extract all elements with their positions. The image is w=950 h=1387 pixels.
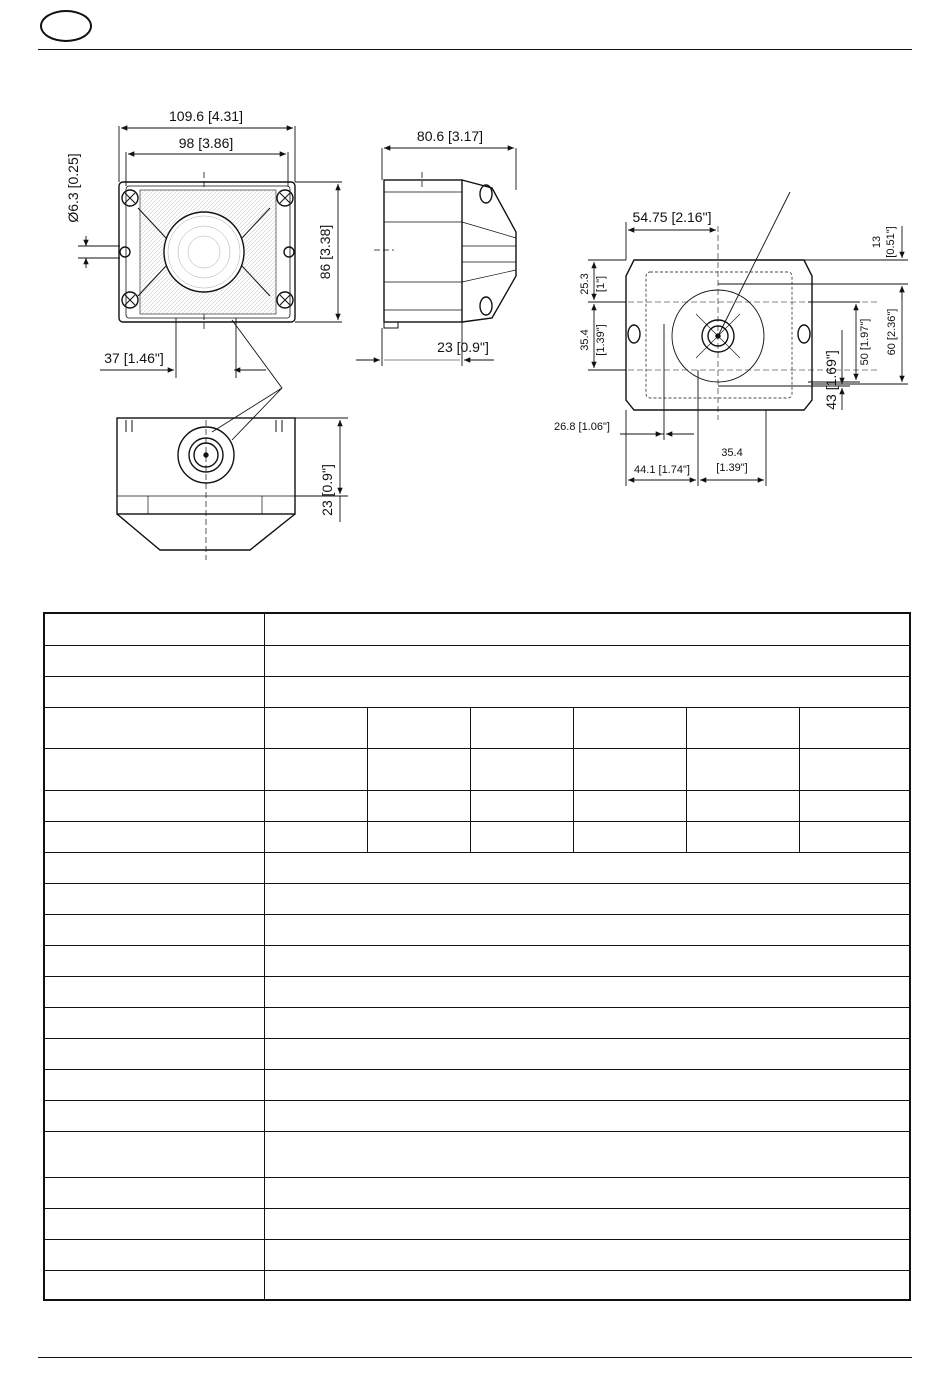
table-cell (264, 883, 910, 914)
table-cell (264, 790, 367, 821)
dim-side-depth: 23 [0.9"] (437, 339, 489, 355)
table-cell (686, 790, 799, 821)
table-row (44, 676, 910, 707)
bottom-view (117, 418, 295, 560)
table-cell (264, 1007, 910, 1038)
table-cell (573, 821, 686, 852)
table-cell (264, 1038, 910, 1069)
table-cell (44, 1270, 264, 1300)
table-cell (44, 1069, 264, 1100)
table-row (44, 1239, 910, 1270)
table-row (44, 1007, 910, 1038)
table-cell (44, 1208, 264, 1239)
technical-drawing (0, 0, 950, 600)
table-cell (44, 676, 264, 707)
spec-table (43, 612, 911, 1301)
table-row (44, 1177, 910, 1208)
table-cell (799, 790, 910, 821)
dim-rear-bottom-35: 35.4 (721, 447, 743, 459)
table-row (44, 790, 910, 821)
dim-front-total-width: 109.6 [4.31] (169, 108, 243, 124)
table-cell (573, 748, 686, 790)
table-cell (573, 707, 686, 748)
table-cell (44, 707, 264, 748)
table-cell (44, 1239, 264, 1270)
table-cell (470, 790, 573, 821)
table-cell (44, 1177, 264, 1208)
dim-rear-mid-offset: 35.4 (579, 329, 591, 351)
table-row (44, 748, 910, 790)
dim-rear-mid-offset-in: [1.39"] (595, 324, 607, 356)
table-cell (264, 1239, 910, 1270)
table-cell (264, 645, 910, 676)
dim-rear-bottom-35-in: [1.39"] (716, 462, 748, 474)
table-cell (470, 707, 573, 748)
dim-hole-diameter: Ø6.3 [0.25] (65, 153, 81, 223)
table-cell (686, 821, 799, 852)
table-cell (264, 1100, 910, 1131)
table-cell (367, 790, 470, 821)
dim-rear-upper-offset-in: [1"] (595, 275, 607, 293)
table-row (44, 883, 910, 914)
table-row (44, 976, 910, 1007)
table-row (44, 1131, 910, 1177)
table-cell (264, 613, 910, 645)
table-cell (264, 1177, 910, 1208)
dim-rear-height-60: 60 [2.36"] (886, 308, 898, 356)
table-row (44, 914, 910, 945)
table-cell (573, 790, 686, 821)
table-cell (264, 852, 910, 883)
dim-bottom-depth: 23 [0.9"] (319, 464, 335, 516)
table-cell (264, 945, 910, 976)
table-cell (799, 748, 910, 790)
table-cell (367, 748, 470, 790)
table-row (44, 945, 910, 976)
table-row (44, 852, 910, 883)
table-cell (44, 1100, 264, 1131)
dim-side-width: 80.6 [3.17] (416, 128, 484, 144)
table-cell (44, 645, 264, 676)
table-cell (44, 945, 264, 976)
table-row (44, 1270, 910, 1300)
table-cell (44, 790, 264, 821)
table-cell (367, 707, 470, 748)
table-row (44, 821, 910, 852)
dim-rear-height-50: 50 [1.97"] (859, 318, 871, 366)
dim-rear-top-width: 54.75 [2.16"] (632, 209, 712, 225)
table-cell (799, 707, 910, 748)
table-cell (799, 821, 910, 852)
dim-rear-top-margin-in: [0.51"] (885, 226, 897, 258)
table-row (44, 613, 910, 645)
table-row (44, 1100, 910, 1131)
table-cell (264, 1131, 910, 1177)
table-cell (264, 707, 367, 748)
dim-rear-left-26: 26.8 [1.06"] (554, 421, 610, 433)
table-cell (44, 976, 264, 1007)
table-cell (44, 1007, 264, 1038)
table-cell (44, 1038, 264, 1069)
table-cell (44, 914, 264, 945)
table-cell (470, 748, 573, 790)
table-cell (44, 883, 264, 914)
table-cell (264, 676, 910, 707)
dim-rear-upper-offset: 25.3 (579, 273, 591, 295)
table-cell (686, 748, 799, 790)
dim-rear-top-margin: 13 (871, 235, 883, 249)
table-cell (264, 976, 910, 1007)
dim-front-offset: 37 [1.46"] (104, 350, 164, 366)
table-cell (367, 821, 470, 852)
dim-front-height: 86 [3.38] (317, 224, 333, 280)
front-view (119, 172, 295, 332)
table-cell (264, 914, 910, 945)
dim-rear-height-43: 43 [1.69"] (823, 350, 839, 410)
table-cell (44, 821, 264, 852)
table-cell (44, 852, 264, 883)
table-cell (686, 707, 799, 748)
dim-rear-bottom-44: 44.1 [1.74"] (634, 464, 690, 476)
dim-front-inner-width: 98 [3.86] (178, 135, 234, 151)
table-row (44, 707, 910, 748)
table-row (44, 1208, 910, 1239)
table-cell (264, 748, 367, 790)
table-cell (44, 1131, 264, 1177)
table-cell (470, 821, 573, 852)
table-row (44, 645, 910, 676)
table-cell (264, 821, 367, 852)
table-cell (264, 1208, 910, 1239)
table-cell (264, 1270, 910, 1300)
table-row (44, 1038, 910, 1069)
table-cell (44, 613, 264, 645)
footer-rule (38, 1357, 912, 1358)
table-row (44, 1069, 910, 1100)
table-cell (264, 1069, 910, 1100)
side-view (374, 172, 516, 328)
table-cell (44, 748, 264, 790)
